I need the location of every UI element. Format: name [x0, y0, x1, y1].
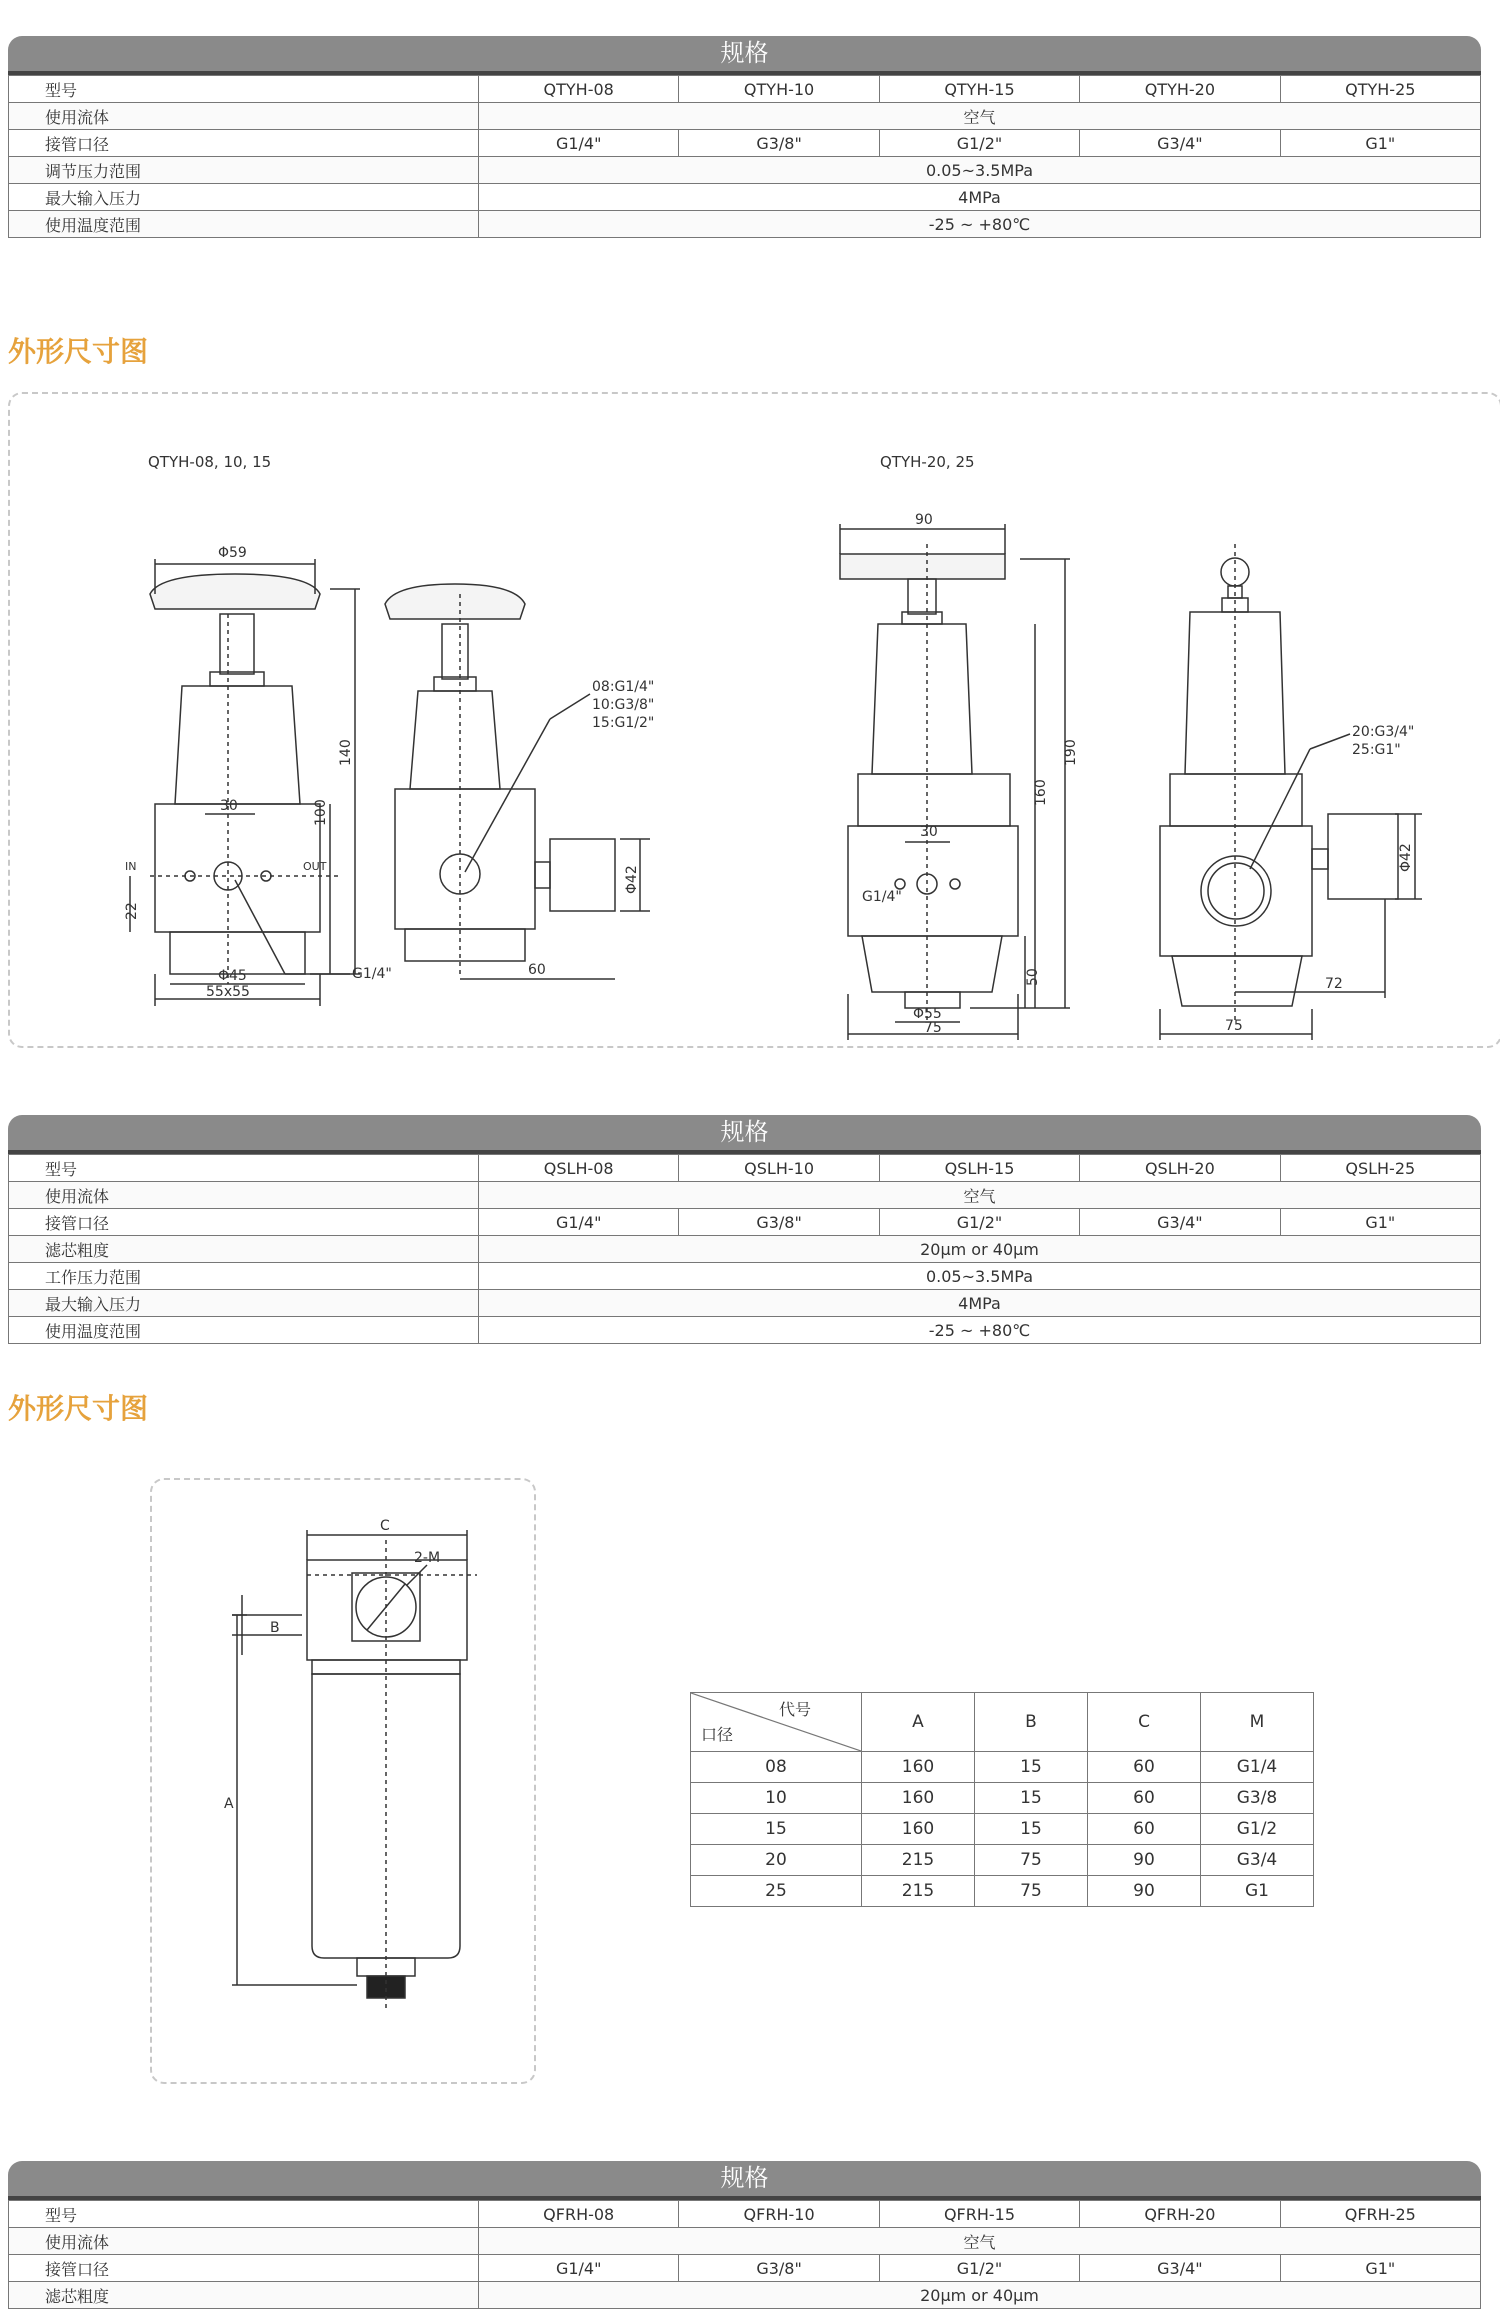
row-label: 调节压力范围: [9, 157, 479, 184]
table-row: [691, 1783, 1314, 1814]
port-cell: G3/8": [679, 2255, 879, 2282]
table-row: [9, 130, 1481, 157]
table-row: [9, 76, 1481, 103]
section-title: 外形尺寸图: [8, 1392, 149, 1425]
dim-label: 30: [920, 824, 938, 840]
value-cell: 空气: [479, 1182, 1481, 1209]
dim-label: 55x55: [206, 984, 250, 1000]
model-cell: QTYH-15: [879, 76, 1079, 103]
row-label: 型号: [9, 76, 479, 103]
value-cell: 0.05~3.5MPa: [479, 1263, 1481, 1290]
port-cell: G3/4": [1080, 2255, 1280, 2282]
table-row: [9, 1236, 1481, 1263]
diagonal-header-cell: [691, 1693, 862, 1752]
table-row: [9, 1317, 1481, 1344]
table-cell: G3/8: [1201, 1783, 1314, 1814]
spec-header: 规格: [8, 1115, 1481, 1154]
port-label: 15:G1/2": [592, 715, 655, 731]
table-cell: 90: [1088, 1845, 1201, 1876]
model-cell: QSLH-20: [1080, 1155, 1280, 1182]
dim-label: 100: [313, 799, 329, 826]
spec-table-qtyh: [8, 36, 1481, 238]
row-label: 最大输入压力: [9, 184, 479, 211]
inlet-label: IN: [125, 860, 137, 873]
row-label: 滤芯粗度: [9, 2282, 479, 2309]
table-cell: 15: [691, 1814, 862, 1845]
filter-svg: [152, 1480, 534, 2082]
port-label: 08:G1/4": [592, 679, 655, 695]
table-row: [691, 1752, 1314, 1783]
port-cell: G3/8": [679, 130, 879, 157]
spec-table-qfrh: [8, 2161, 1481, 2309]
table-cell: 75: [975, 1876, 1088, 1907]
table-cell: 90: [1088, 1876, 1201, 1907]
port-cell: G1/2": [879, 130, 1079, 157]
port-cell: G1/4": [479, 130, 679, 157]
model-cell: QSLH-25: [1280, 1155, 1480, 1182]
dimension-diagram-qslh: [150, 1478, 536, 2084]
table-row: [9, 1209, 1481, 1236]
table-cell: 25: [691, 1876, 862, 1907]
table-cell: G1/4: [1201, 1752, 1314, 1783]
table-cell: 08: [691, 1752, 862, 1783]
model-cell: QTYH-10: [679, 76, 879, 103]
model-cell: QFRH-10: [679, 2201, 879, 2228]
table-row: [691, 1876, 1314, 1907]
table-row: [9, 1155, 1481, 1182]
column-header: A: [862, 1693, 975, 1752]
table-cell: G1/2: [1201, 1814, 1314, 1845]
table-row: [691, 1845, 1314, 1876]
value-cell: 4MPa: [479, 1290, 1481, 1317]
dim-label: 160: [1033, 779, 1049, 806]
row-label: 滤芯粗度: [9, 1236, 479, 1263]
table-cell: 75: [975, 1845, 1088, 1876]
table-cell: 215: [862, 1845, 975, 1876]
spec-grid: [8, 75, 1481, 238]
value-cell: -25 ~ +80℃: [479, 1317, 1481, 1344]
dim-label: 30: [220, 798, 238, 814]
diagram-svg: [10, 394, 1500, 1046]
dim-label: 90: [915, 512, 933, 528]
table-row: [9, 1182, 1481, 1209]
spec-grid: [8, 1154, 1481, 1344]
model-cell: QSLH-08: [479, 1155, 679, 1182]
value-cell: 空气: [479, 2228, 1481, 2255]
table-cell: 215: [862, 1876, 975, 1907]
row-label: 使用流体: [9, 2228, 479, 2255]
model-cell: QTYH-08: [479, 76, 679, 103]
row-label: 接管口径: [9, 2255, 479, 2282]
dim-label: 22: [124, 902, 140, 920]
table-cell: G3/4: [1201, 1845, 1314, 1876]
row-label: 工作压力范围: [9, 1263, 479, 1290]
column-header: M: [1201, 1693, 1314, 1752]
spec-table-qslh: [8, 1115, 1481, 1344]
model-label-left: QTYH-08, 10, 15: [148, 453, 272, 471]
port-cell: G1/4": [479, 1209, 679, 1236]
row-label: 型号: [9, 1155, 479, 1182]
row-label: 使用流体: [9, 1182, 479, 1209]
spec-header: 规格: [8, 2161, 1481, 2200]
model-label-right: QTYH-20, 25: [880, 453, 975, 471]
dim-label: Φ45: [218, 968, 247, 984]
dim-label: 75: [1225, 1018, 1243, 1034]
value-cell: 20μm or 40μm: [479, 1236, 1481, 1263]
table-cell: 160: [862, 1752, 975, 1783]
dimension-table: [690, 1692, 1314, 1907]
value-cell: 20μm or 40μm: [479, 2282, 1481, 2309]
outlet-label: OUT: [303, 860, 327, 873]
table-row: [9, 211, 1481, 238]
table-row: [9, 2255, 1481, 2282]
port-cell: G1/2": [879, 2255, 1079, 2282]
table-row: [9, 2228, 1481, 2255]
port-cell: G1/2": [879, 1209, 1079, 1236]
dim-label: G1/4": [352, 966, 392, 982]
port-cell: G1/4": [479, 2255, 679, 2282]
table-row: [9, 184, 1481, 211]
port-cell: G3/4": [1080, 1209, 1280, 1236]
port-label: 20:G3/4": [1352, 724, 1415, 740]
dim-label: 60: [528, 962, 546, 978]
row-label: 型号: [9, 2201, 479, 2228]
value-cell: -25 ~ +80℃: [479, 211, 1481, 238]
table-cell: 60: [1088, 1752, 1201, 1783]
model-cell: QFRH-08: [479, 2201, 679, 2228]
table-cell: 160: [862, 1783, 975, 1814]
dim-label: 72: [1325, 976, 1343, 992]
table-cell: 15: [975, 1814, 1088, 1845]
row-label: 最大输入压力: [9, 1290, 479, 1317]
port-label: 25:G1": [1352, 742, 1401, 758]
table-cell: G1: [1201, 1876, 1314, 1907]
table-row: [9, 1290, 1481, 1317]
table-header-row: [691, 1693, 1314, 1752]
table-row: [9, 1263, 1481, 1290]
dim-label: Φ55: [913, 1006, 942, 1022]
header-code: 代号: [778, 1700, 811, 1719]
dim-label: A: [224, 1796, 234, 1812]
dim-label: 2-M: [414, 1550, 441, 1566]
model-cell: QFRH-25: [1280, 2201, 1480, 2228]
model-cell: QSLH-10: [679, 1155, 879, 1182]
spec-header: 规格: [8, 36, 1481, 75]
value-cell: 4MPa: [479, 184, 1481, 211]
value-cell: 空气: [479, 103, 1481, 130]
dim-label: 190: [1063, 739, 1079, 766]
port-cell: G1": [1280, 130, 1480, 157]
value-cell: 0.05~3.5MPa: [479, 157, 1481, 184]
table-cell: 60: [1088, 1814, 1201, 1845]
dim-label: Φ42: [624, 865, 640, 894]
dim-label: 75: [924, 1020, 942, 1036]
header-bore: 口径: [701, 1725, 734, 1744]
column-header: B: [975, 1693, 1088, 1752]
table-row: [9, 103, 1481, 130]
dim-label: B: [270, 1620, 280, 1636]
model-cell: QFRH-15: [879, 2201, 1079, 2228]
dimension-diagram-qtyh: [8, 392, 1500, 1048]
row-label: 使用流体: [9, 103, 479, 130]
table-row: [9, 157, 1481, 184]
model-cell: QTYH-25: [1280, 76, 1480, 103]
section-title: 外形尺寸图: [8, 335, 149, 368]
port-cell: G3/8": [679, 1209, 879, 1236]
dim-label: 140: [338, 739, 354, 766]
table-cell: 15: [975, 1783, 1088, 1814]
model-cell: QTYH-20: [1080, 76, 1280, 103]
model-cell: QFRH-20: [1080, 2201, 1280, 2228]
row-label: 使用温度范围: [9, 1317, 479, 1344]
port-label: 10:G3/8": [592, 697, 655, 713]
table-cell: 10: [691, 1783, 862, 1814]
port-cell: G3/4": [1080, 130, 1280, 157]
table-cell: 160: [862, 1814, 975, 1845]
table-row: [9, 2201, 1481, 2228]
port-cell: G1": [1280, 1209, 1480, 1236]
table-row: [691, 1814, 1314, 1845]
model-cell: QSLH-15: [879, 1155, 1079, 1182]
row-label: 接管口径: [9, 1209, 479, 1236]
dim-label: Φ59: [218, 545, 247, 561]
column-header: C: [1088, 1693, 1201, 1752]
table-cell: 15: [975, 1752, 1088, 1783]
dim-label: 50: [1025, 968, 1041, 986]
table-row: [9, 2282, 1481, 2309]
table-cell: 60: [1088, 1783, 1201, 1814]
dim-label: G1/4": [862, 889, 902, 905]
dim-label: Φ42: [1398, 843, 1414, 872]
table-cell: 20: [691, 1845, 862, 1876]
row-label: 接管口径: [9, 130, 479, 157]
port-cell: G1": [1280, 2255, 1480, 2282]
spec-grid: [8, 2200, 1481, 2309]
row-label: 使用温度范围: [9, 211, 479, 238]
dim-label: C: [380, 1518, 390, 1534]
